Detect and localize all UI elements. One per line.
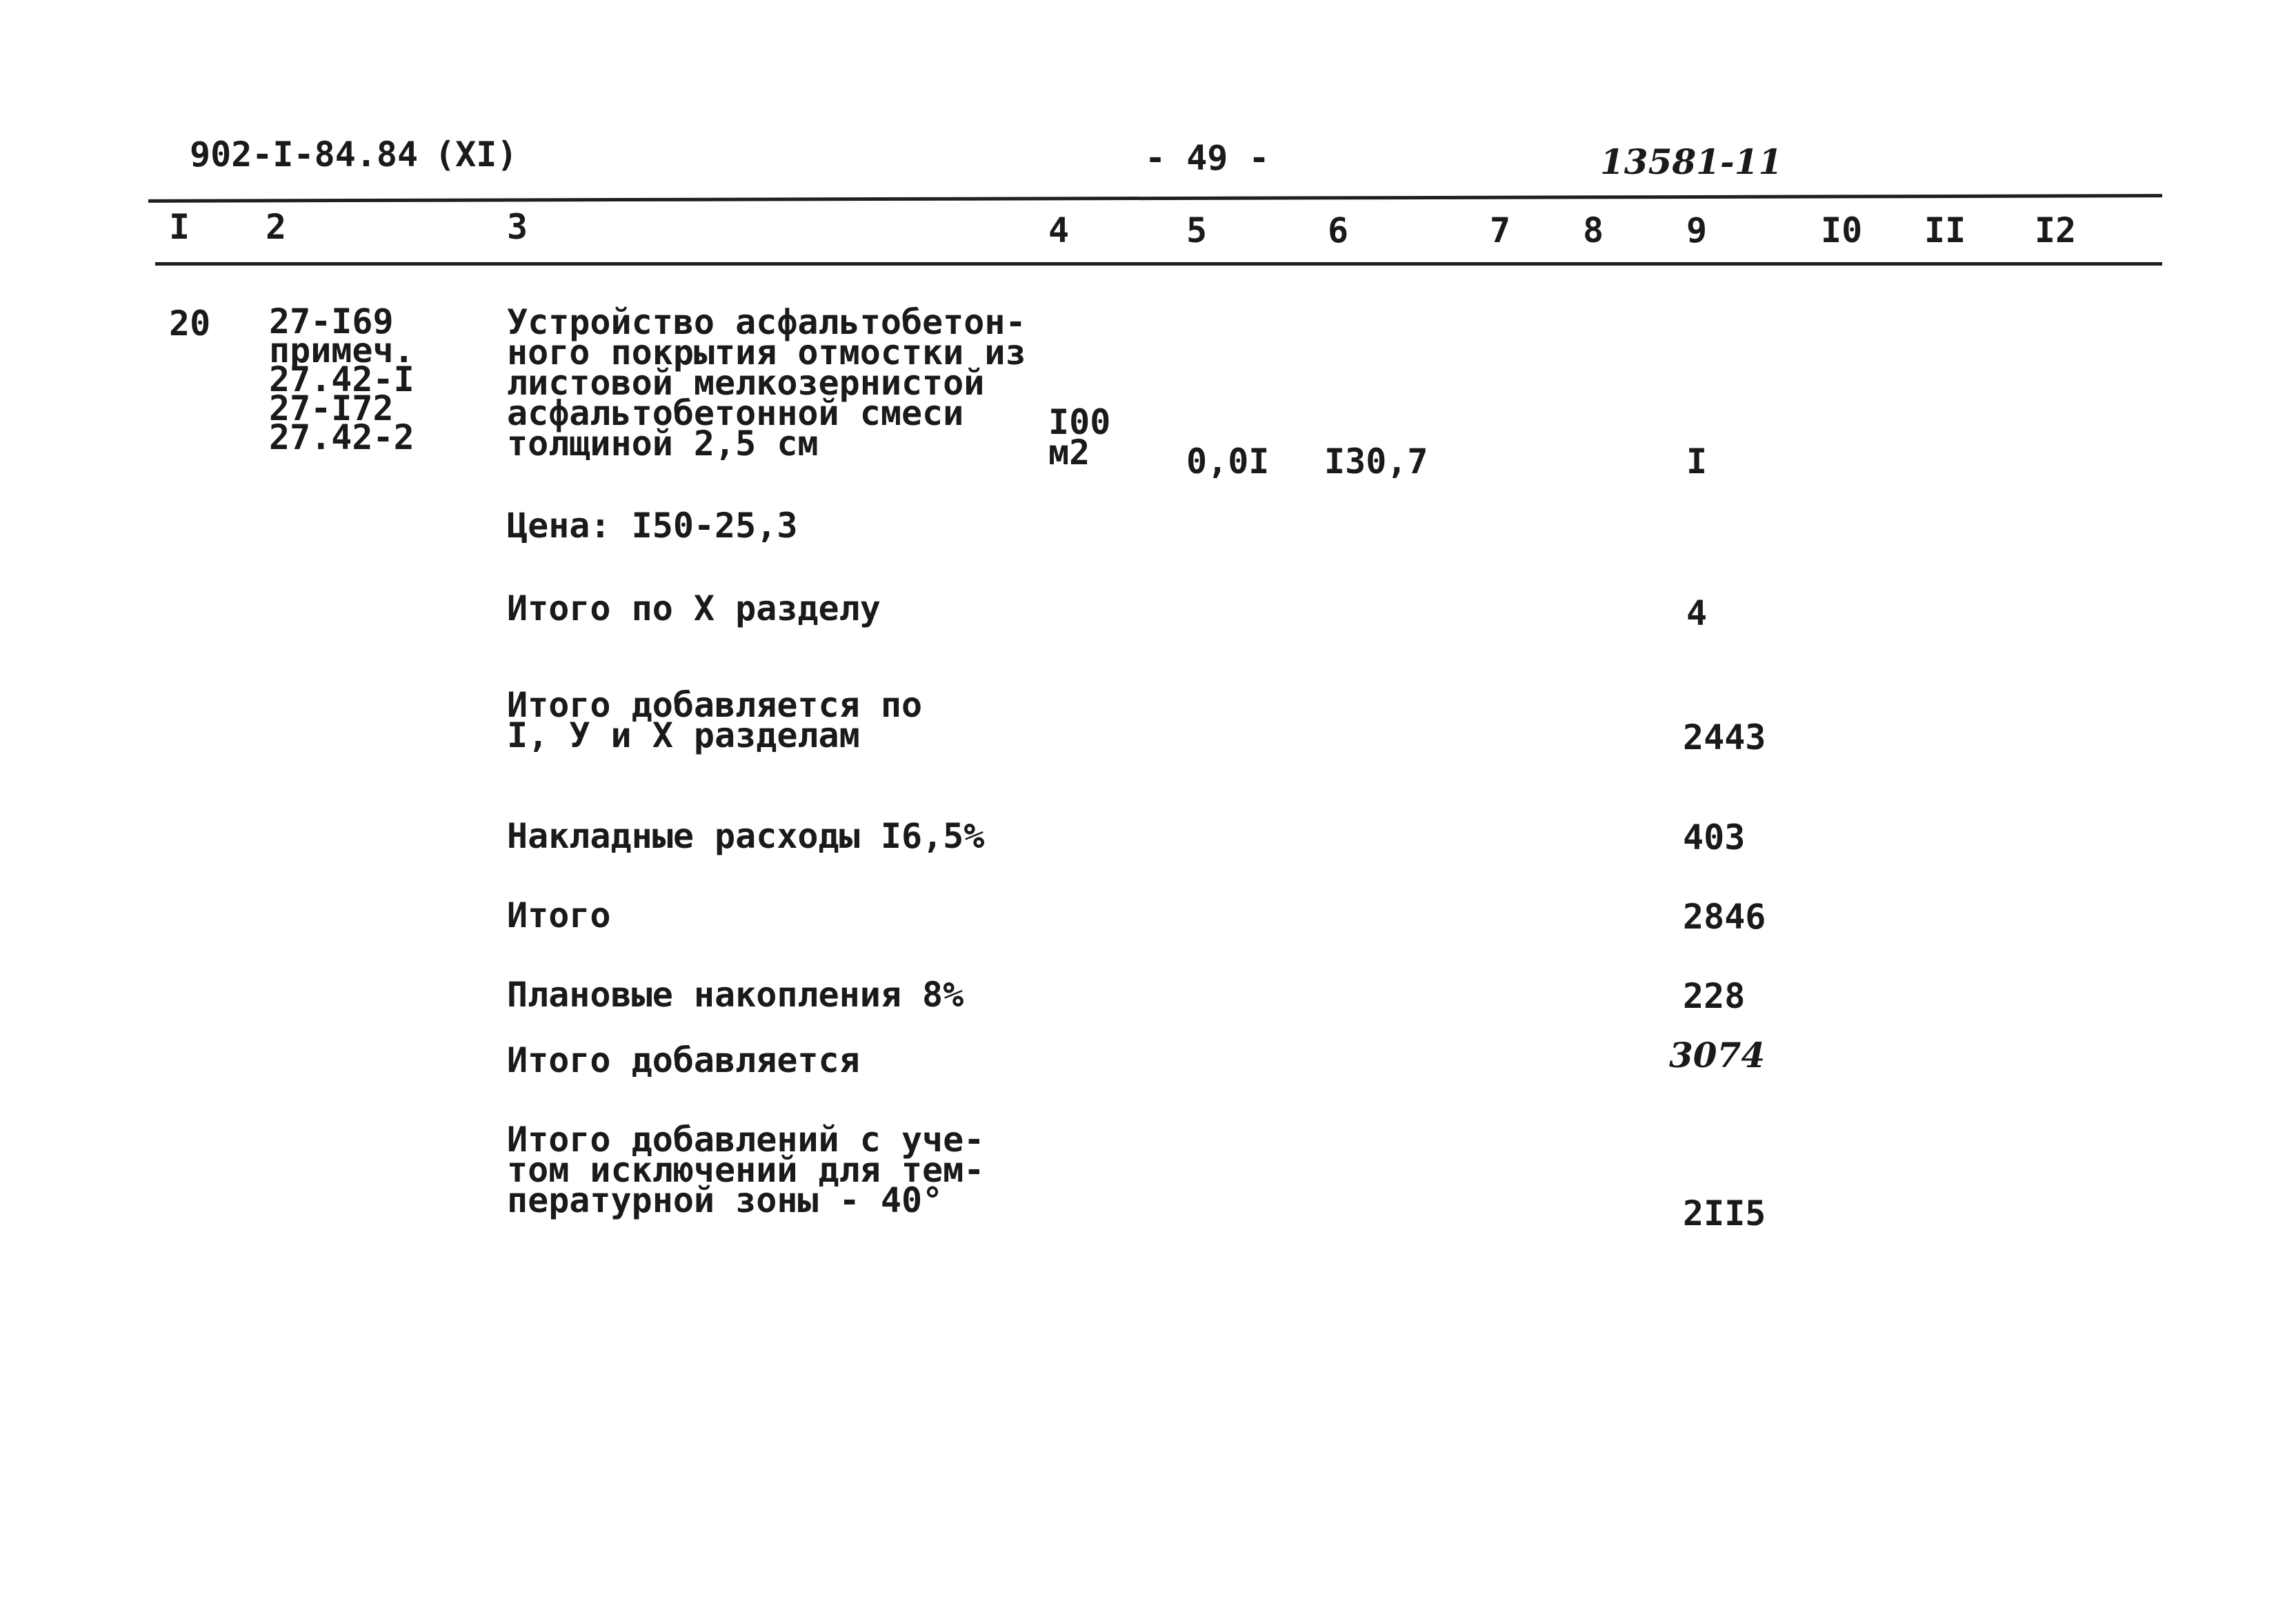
summary-value-overhead: 403: [1683, 817, 1746, 857]
entry-quantity: 0,0I: [1186, 442, 1270, 482]
column-header-2: 2: [266, 207, 287, 247]
unit-line: I00: [1048, 402, 1111, 442]
column-header-4: 4: [1048, 210, 1070, 250]
entry-price: I30,7: [1324, 442, 1428, 482]
header-bottom-rule: [155, 262, 2162, 266]
entry-ref-line: 27-I72: [269, 388, 394, 428]
summary-value-with-exclusions: 2II5: [1683, 1193, 1766, 1233]
entry-ref-line: 27.42-2: [269, 417, 415, 457]
column-header-8: 8: [1583, 210, 1604, 250]
description-line: Устройство асфальтобетон-: [507, 302, 1026, 342]
entry-total: I: [1686, 442, 1708, 482]
column-header-7: 7: [1490, 210, 1511, 250]
column-header-3: 3: [507, 207, 528, 247]
summary-label-section-x: [507, 588, 881, 628]
summary-label-added-total: [507, 1040, 860, 1080]
entry-ref-line: примеч.: [269, 330, 415, 370]
unit-line: м2: [1048, 433, 1090, 473]
summary-label-total: [507, 895, 611, 935]
summary-label-planned-savings: [507, 975, 964, 1015]
summary-label-line: том исключений для тем-: [507, 1150, 985, 1190]
column-header-11: II: [1924, 210, 1966, 250]
column-header-9: 9: [1686, 210, 1708, 250]
document-code: 902-I-84.84: [190, 135, 419, 175]
page-number: - 49 -: [1145, 138, 1270, 178]
summary-label-line: Итого: [507, 895, 611, 935]
archive-number: 13581-11: [1600, 141, 1783, 182]
summary-value-planned-savings: 228: [1683, 976, 1746, 1016]
section-label: (XI): [435, 135, 518, 175]
column-header-10: I0: [1821, 210, 1863, 250]
summary-label-with-exclusions: [507, 1120, 985, 1220]
entry-unit: [1048, 402, 1111, 473]
summary-label-line: I, У и X разделам: [507, 715, 860, 755]
summary-label-line: Итого добавляется: [507, 1040, 860, 1080]
summary-label-line: пературной зоны - 40°: [507, 1180, 944, 1220]
summary-label-line: Накладные расходы I6,5%: [507, 816, 985, 856]
summary-label-line: Итого добавляется по: [507, 685, 923, 725]
summary-value-section-x: 4: [1686, 593, 1708, 633]
summary-label-overhead: [507, 816, 985, 856]
summary-value-added-total: 3074: [1669, 1035, 1766, 1075]
summary-value-sections-total: 2443: [1683, 717, 1766, 757]
entry-description: [507, 302, 1026, 464]
summary-value-total: 2846: [1683, 897, 1766, 937]
description-line: асфальтобетонной смеси: [507, 393, 964, 433]
summary-label-line: Плановые накопления 8%: [507, 975, 964, 1015]
entry-ref-line: 27-I69: [269, 301, 394, 341]
column-header-1: I: [169, 207, 190, 247]
column-header-12: I2: [2035, 210, 2077, 250]
description-line: ного покрытия отмостки из: [507, 333, 1026, 373]
column-header-5: 5: [1186, 210, 1208, 250]
description-line: листовой мелкозернистой: [507, 363, 985, 403]
entry-refs: [269, 301, 415, 457]
column-header-6: 6: [1328, 210, 1349, 250]
summary-label-sections-total: [507, 685, 923, 755]
price-note: Цена: I50-25,3: [507, 506, 798, 546]
top-rule: [148, 194, 2162, 203]
summary-label-line: Итого добавлений с уче-: [507, 1120, 985, 1160]
entry-ref-line: 27.42-I: [269, 359, 415, 399]
summary-label-line: Итого по X разделу: [507, 588, 881, 628]
entry-number: 20: [169, 304, 211, 344]
description-line: толщиной 2,5 см: [507, 424, 819, 464]
